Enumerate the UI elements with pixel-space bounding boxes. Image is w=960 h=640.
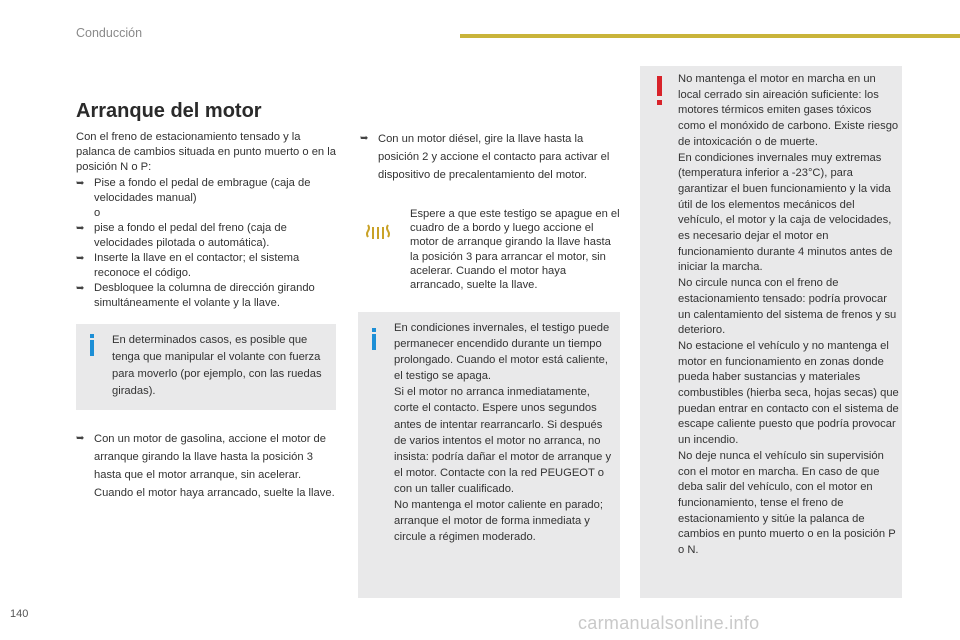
bullet-mark-icon: ➥ <box>76 178 85 189</box>
bullet-mark-icon: ➥ <box>76 433 85 444</box>
intro-lead: Con el freno de estacionamiento tensado y la palanca de cambios situada en punto muerto o en la posición N o P: <box>76 131 336 173</box>
header-rule <box>460 34 960 38</box>
bullet-mark-icon: ➥ <box>76 283 85 294</box>
step-text: pise a fondo el pedal del freno (caja de velocidades pilotada o automática). <box>94 222 287 249</box>
bullet-mark-icon: ➥ <box>76 253 85 264</box>
watermark: carmanualsonline.info <box>578 613 760 633</box>
diesel-text: Con un motor diésel, gire la llave hasta la posición 2 y accione el contacto para activar el dispositivo de precalentamiento del motor. <box>378 133 610 181</box>
bullet-mark-icon: ➥ <box>360 133 369 144</box>
step-text: Pise a fondo el pedal de embrague (caja de velocidades manual) <box>94 177 311 204</box>
list-item <box>360 130 612 184</box>
list-item <box>76 281 338 311</box>
warning-paragraph: No estacione el vehículo y no mantenga el motor en funcionamiento en zonas donde pueda haber sustancias y materiales combustibles (hierba seca, hojas secas) que puedan entrar en contacto con el sistema de escape caliente puesto que podría provocar un incendio. <box>678 339 899 447</box>
bullet-mark-icon: ➥ <box>76 223 85 234</box>
step-text: o <box>94 207 101 219</box>
list-item <box>76 176 338 206</box>
info-box-winter <box>358 312 620 598</box>
info-paragraph: No mantenga el motor caliente en parado; arranque el motor de forma inmediata y circule a régimen moderado. <box>394 499 603 544</box>
info-paragraph: En condiciones invernales, el testigo puede permanecer encendido durante un tiempo prolongado. Cuando el motor está caliente, el testigo se apaga. <box>394 322 610 383</box>
section-label: Conducción <box>76 26 143 40</box>
page-title: Arranque del motor <box>76 100 262 122</box>
info-paragraph: Si el motor no arranca inmediatamente, corte el contacto. Espere unos segundos antes de intentar rearrancarlo. Si después de varios intentos el motor no arranca, no insista: podría dañar el motor de arranque y el motor. Contacte con la red PEUGEOT o con un taller cualificado. <box>394 386 612 495</box>
warning-box <box>640 66 902 598</box>
list-item <box>76 430 338 502</box>
diesel-block <box>360 130 612 184</box>
warning-paragraph: No mantenga el motor en marcha en un local cerrado sin aireación suficiente: los motores térmicos emiten gases tóxicos como el monóxido de carbono. Existe riesgo de intoxicación o de muerte. <box>678 73 899 148</box>
step-text: Desbloquee la columna de dirección girando simultáneamente el volante y la llave. <box>94 282 315 309</box>
warning-paragraph: En condiciones invernales muy extremas (temperatura inferior a -23°C), para garantizar el buen funcionamiento y la vida útil de los elementos mecánicos del vehículo, el motor y la caja de velocidades, es necesario dejar el motor en funcionamiento durante 4 minutos antes de iniciar la marcha. <box>678 151 893 274</box>
warning-paragraph: No deje nunca el vehículo sin supervisión con el motor en marcha. En caso de que deba salir del vehículo, con el motor en funcionamiento, tense el freno de estacionamiento y sitúe la palanca de cambios en punto muerto o en la posición P o N. <box>678 449 896 557</box>
info-text: En determinados casos, es posible que tenga que manipular el volante con fuerza para moverlo (por ejemplo, con las ruedas giradas). <box>112 334 322 397</box>
intro-block <box>76 130 338 311</box>
gasoline-text: Con un motor de gasolina, accione el motor de arranque girando la llave hasta la posición 3 hasta que el motor arranque, sin acelerar. Cuando el motor haya arrancado, suelte la llave. <box>94 433 335 499</box>
glow-plug-icon <box>364 222 392 242</box>
info-icon <box>90 340 94 356</box>
glow-wait-text: Espere a que este testigo se apague en el cuadro de a bordo y luego accione el motor de arranque girando la llave hasta la posición 3 para arrancar el motor, sin acelerar. Cuando el motor haya arrancado, suelte la llave. <box>410 208 620 292</box>
list-item <box>76 221 338 251</box>
warning-paragraph: No circule nunca con el freno de estacionamiento tensado: podría provocar un calentamiento del sistema de frenos y su deterioro. <box>678 277 897 337</box>
list-item <box>76 206 338 221</box>
info-box-steering <box>76 324 336 410</box>
info-text-group <box>394 320 616 545</box>
page-number: 140 <box>10 608 29 620</box>
warning-text-group <box>678 72 900 559</box>
gasoline-block <box>76 430 338 502</box>
step-text: Inserte la llave en el contactor; el sistema reconoce el código. <box>94 252 300 279</box>
info-icon <box>372 334 376 350</box>
list-item <box>76 251 338 281</box>
warning-icon <box>654 76 664 106</box>
